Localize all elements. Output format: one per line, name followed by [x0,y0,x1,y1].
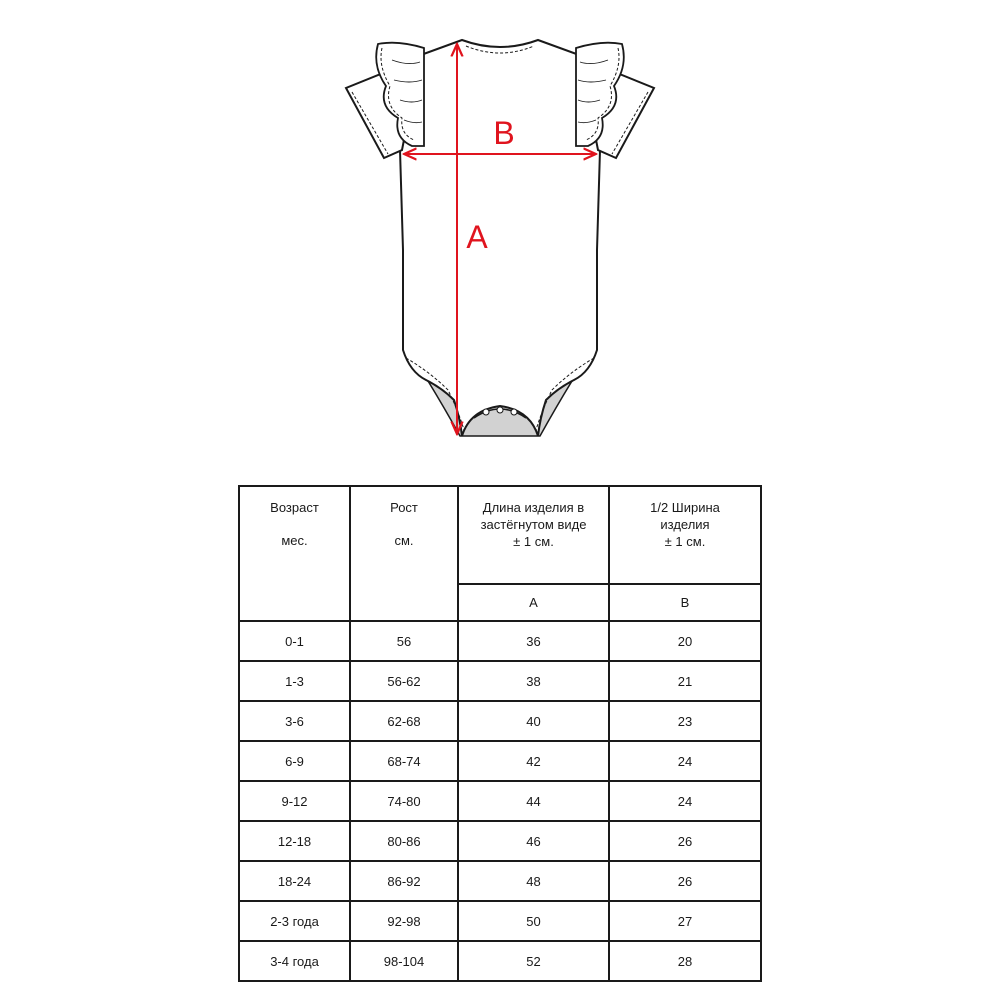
height-header-label: Рост [390,500,418,515]
table-row [239,901,761,941]
width-code: B [609,584,761,621]
width-b-cell: 24 [609,781,761,821]
table-row [239,621,761,661]
width-header [609,486,761,584]
bodysuit-measurement-diagram [0,0,1000,460]
bodysuit-body [400,40,600,436]
snap-icon [483,409,489,415]
width-header-line: ± 1 см. [664,534,706,549]
length-code: A [458,584,609,621]
width-b-cell: 23 [609,701,761,741]
width-header-line: 1/2 Ширина [650,500,720,515]
width-b-cell: 27 [609,901,761,941]
age-cell: 18-24 [239,861,350,901]
width-b-cell: 26 [609,861,761,901]
table-row [239,941,761,981]
measure-b-label: B [493,115,515,151]
age-cell: 6-9 [239,741,350,781]
height-header [350,486,458,621]
table-row [239,701,761,741]
length-header-line: ± 1 см. [513,534,554,549]
width-b-cell: 24 [609,741,761,781]
age-header-label: Возраст [270,500,319,515]
height-cell: 86-92 [350,861,458,901]
age-cell: 3-6 [239,701,350,741]
length-header-line: застёгнутом виде [480,517,587,532]
length-a-cell: 50 [458,901,609,941]
length-a-cell: 44 [458,781,609,821]
snap-icon [497,407,503,413]
height-cell: 62-68 [350,701,458,741]
table-row [239,741,761,781]
table-row [239,821,761,861]
length-a-cell: 36 [458,621,609,661]
table-row [239,861,761,901]
age-cell: 1-3 [239,661,350,701]
height-cell: 74-80 [350,781,458,821]
width-b-cell: 20 [609,621,761,661]
age-cell: 2-3 года [239,901,350,941]
table-row [239,781,761,821]
snap-icon [511,409,517,415]
width-b-cell: 21 [609,661,761,701]
length-header-line: Длина изделия в [482,500,585,515]
width-b-cell: 26 [609,821,761,861]
length-a-cell: 40 [458,701,609,741]
age-cell: 9-12 [239,781,350,821]
table-header-row [239,486,761,584]
age-header-unit: мес. [281,533,308,548]
age-header [239,486,350,621]
height-cell: 56-62 [350,661,458,701]
height-cell: 92-98 [350,901,458,941]
length-header [458,486,609,584]
length-a-cell: 42 [458,741,609,781]
height-cell: 68-74 [350,741,458,781]
width-b-cell: 28 [609,941,761,981]
measure-a-label: A [466,219,488,255]
table-row [239,661,761,701]
height-cell: 80-86 [350,821,458,861]
length-a-cell: 52 [458,941,609,981]
size-chart-table [238,485,762,982]
width-header-line: изделия [660,517,710,532]
age-cell: 3-4 года [239,941,350,981]
age-cell: 12-18 [239,821,350,861]
length-a-cell: 38 [458,661,609,701]
height-header-unit: см. [394,533,414,548]
age-cell: 0-1 [239,621,350,661]
height-cell: 98-104 [350,941,458,981]
length-a-cell: 48 [458,861,609,901]
height-cell: 56 [350,621,458,661]
length-a-cell: 46 [458,821,609,861]
